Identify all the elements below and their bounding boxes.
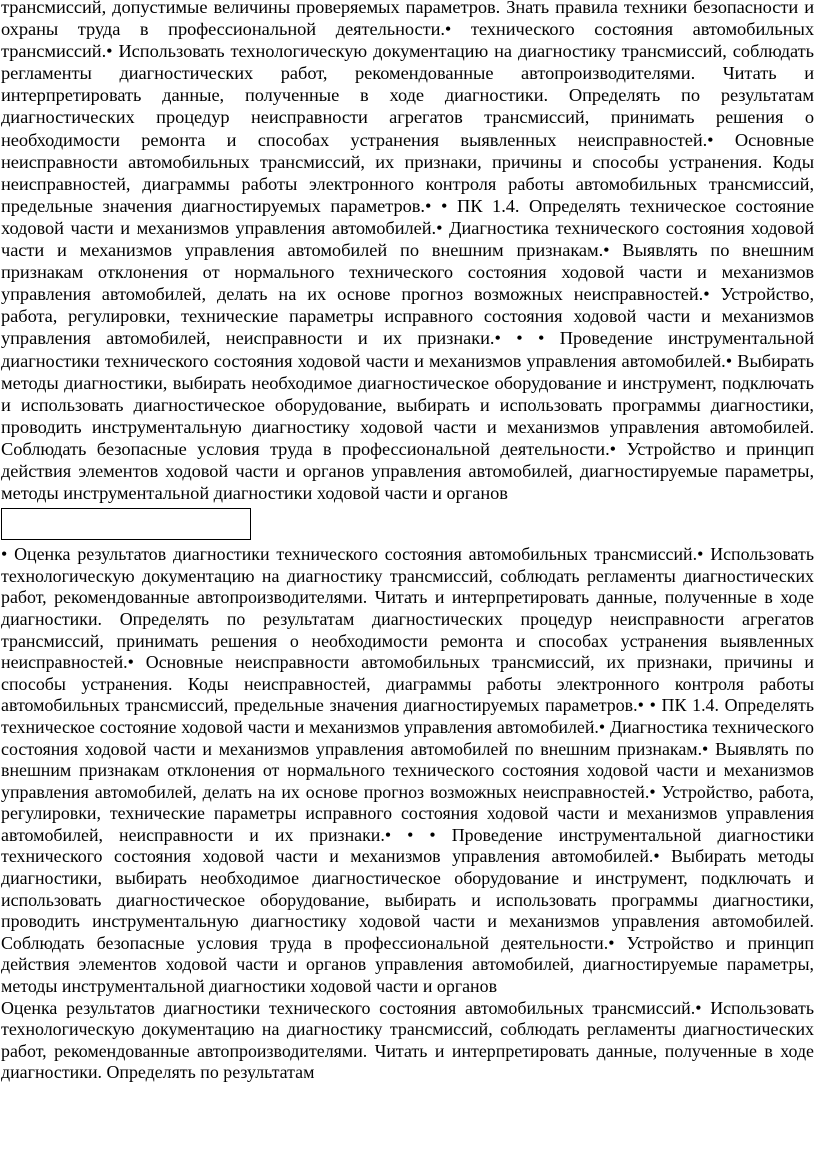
empty-frame	[1, 508, 251, 540]
body-paragraph-2: • Оценка результатов диагностики технического состояния автомобильных трансмиссий.• Использовать технологическую документацию на диагностику трансмиссий, соблюдать регламенты диагностических работ, рекомендованные автопроизводителями. Читать и интерпретировать данные, полученные в ходе диагностики. Определять по результатам диагностических процедур неисправности агрегатов трансмиссий, принимать решения о необходимости ремонта и способах устранения выявленных неисправностей.• Основные неисправности автомобильных трансмиссий, их признаки, причины и способы устранения. Коды неисправностей, диаграммы работы электронного контроля работы автомобильных трансмиссий, предельные значения диагностируемых параметров.• • ПК 1.4. Определять техническое состояние ходовой части и механизмов управления автомобилей.• Диагностика технического состояния ходовой части и механизмов управления автомобилей по внешним признакам.• Выявлять по внешним признакам отклонения от нормального технического состояния ходовой части и механизмов управления автомобилей, делать на их основе прогноз возможных неисправностей.• Устройство, работа, регулировки, технические параметры исправного состояния ходовой части и механизмов управления автомобилей, неисправности и их признаки.• • • Проведение инструментальной диагностики технического состояния ходовой части и механизмов управления автомобилей.• Выбирать методы диагностики, выбирать необходимое диагностическое оборудование и инструмент, подключать и использовать диагностическое оборудование, выбирать и использовать программы диагностики, проводить инструментальную диагностику ходовой части и механизмов управления автомобилей. Соблюдать безопасные условия труда в профессиональной деятельности.• Устройство и принцип действия элементов ходовой части и органов управления автомобилей, диагностируемые параметры, методы инструментальной диагностики ходовой части и органов	[1, 544, 814, 997]
body-paragraph-3: Оценка результатов диагностики технического состояния автомобильных трансмиссий.• Использовать технологическую документацию на диагностику трансмиссий, соблюдать регламенты диагностических работ, рекомендованные автопроизводителями. Читать и интерпретировать данные, полученные в ходе диагностики. Определять по результатам	[1, 997, 814, 1083]
body-paragraph-1: трансмиссий, допустимые величины проверяемых параметров. Знать правила техники безопасности и охраны труда в профессиональной деятельности.• технического состояния автомобильных трансмиссий.• Использовать технологическую документацию на диагностику трансмиссий, соблюдать регламенты диагностических работ, рекомендованные автопроизводителями. Читать и интерпретировать данные, полученные в ходе диагностики. Определять по результатам диагностических процедур неисправности агрегатов трансмиссий, принимать решения о необходимости ремонта и способах устранения выявленных неисправностей.• Основные неисправности автомобильных трансмиссий, их признаки, причины и способы устранения. Коды неисправностей, диаграммы работы электронного контроля работы автомобильных трансмиссий, предельные значения диагностируемых параметров.• • ПК 1.4. Определять техническое состояние ходовой части и механизмов управления автомобилей.• Диагностика технического состояния ходовой части и механизмов управления автомобилей по внешним признакам.• Выявлять по внешним признакам отклонения от нормального технического состояния ходовой части и механизмов управления автомобилей, делать на их основе прогноз возможных неисправностей.• Устройство, работа, регулировки, технические параметры исправного состояния ходовой части и механизмов управления автомобилей, неисправности и их признаки.• • • Проведение инструментальной диагностики технического состояния ходовой части и механизмов управления автомобилей.• Выбирать методы диагностики, выбирать необходимое диагностическое оборудование и инструмент, подключать и использовать диагностическое оборудование, выбирать и использовать программы диагностики, проводить инструментальную диагностику ходовой части и механизмов управления автомобилей. Соблюдать безопасные условия труда в профессиональной деятельности.• Устройство и принцип действия элементов ходовой части и органов управления автомобилей, диагностируемые параметры, методы инструментальной диагностики ходовой части и органов	[1, 0, 814, 504]
document-page	[1, 0, 814, 1084]
